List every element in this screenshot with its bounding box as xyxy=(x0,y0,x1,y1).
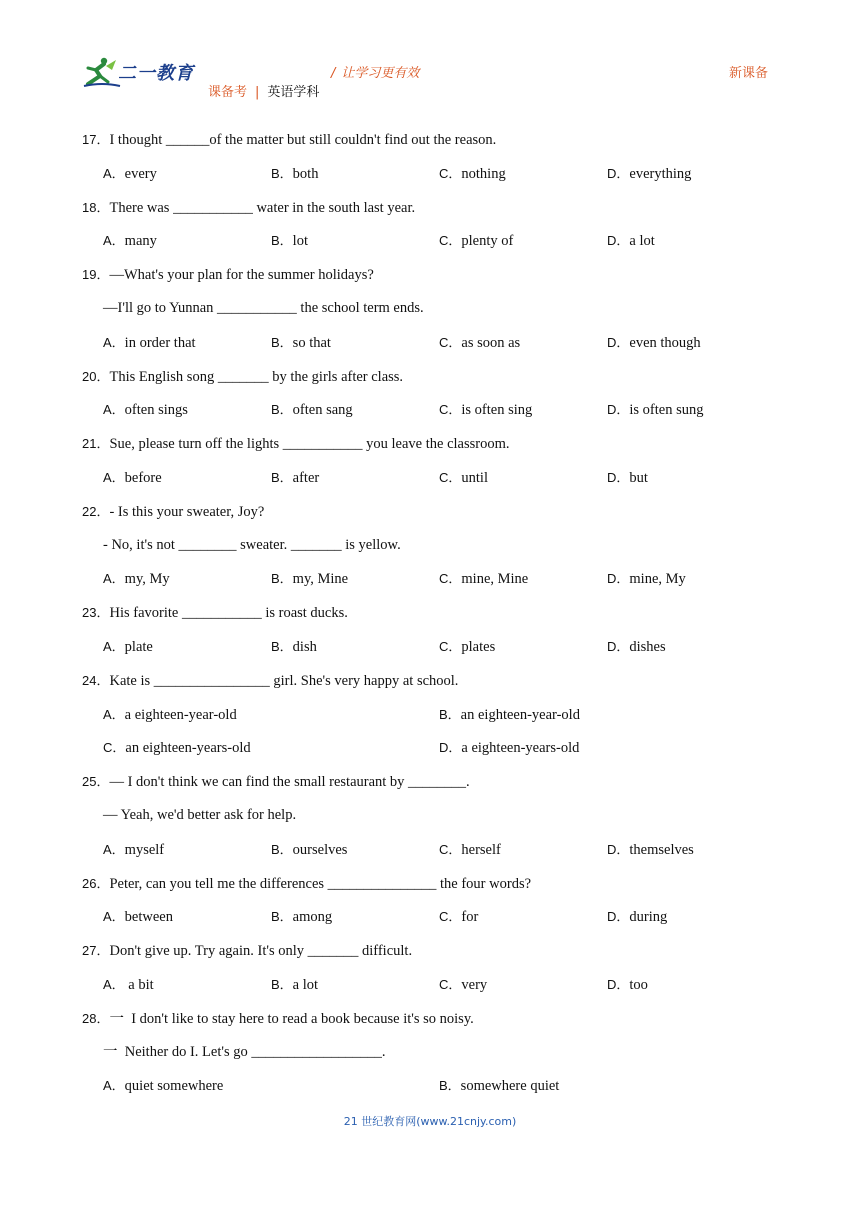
option-text: dish xyxy=(292,638,317,655)
question-number: 24． xyxy=(82,672,110,688)
option-letter: A． xyxy=(103,976,125,992)
options-row xyxy=(82,1069,782,1103)
options-row xyxy=(82,461,782,495)
option xyxy=(103,900,173,935)
subject-line xyxy=(208,81,319,100)
option xyxy=(439,698,580,733)
question-number: 28． xyxy=(82,1010,110,1026)
question-text: Kate is ________________ girl. She's very happy at school. xyxy=(109,672,459,689)
slogan xyxy=(331,62,419,81)
option xyxy=(103,698,237,733)
option-letter: C． xyxy=(439,469,462,485)
option-text: my, Mine xyxy=(292,571,349,588)
option xyxy=(439,461,488,496)
option-text: between xyxy=(124,909,173,926)
question-text: This English song _______ by the girls after class. xyxy=(109,368,404,385)
option-letter: D． xyxy=(607,841,630,857)
option-letter: D． xyxy=(607,165,630,181)
options-row xyxy=(82,562,782,596)
option xyxy=(271,630,317,665)
option-letter: B． xyxy=(271,638,293,654)
logo-text: 二一教育 xyxy=(118,63,194,84)
option-text: my, My xyxy=(124,571,170,588)
option-letter: B． xyxy=(271,976,293,992)
question-stem-continuation xyxy=(82,292,782,326)
question-text: - Is this your sweater, Joy? xyxy=(109,503,265,520)
option xyxy=(103,393,188,428)
question-number: 17． xyxy=(82,132,110,147)
option-letter: C． xyxy=(439,233,462,249)
option xyxy=(271,968,318,1003)
question-text: 一 I don't like to stay here to read a book because it's so noisy. xyxy=(109,1010,474,1027)
question-number: 23． xyxy=(82,605,110,621)
option xyxy=(607,326,701,361)
question-stem-continuation xyxy=(82,529,782,563)
option xyxy=(607,968,648,1003)
option-letter: B． xyxy=(271,402,293,418)
option-text: mine, Mine xyxy=(461,571,529,588)
options-row xyxy=(82,900,782,934)
option-letter: D． xyxy=(607,638,630,654)
question-stem xyxy=(82,1002,782,1036)
option xyxy=(271,562,348,597)
option-text: for xyxy=(461,909,479,926)
option-letter: A． xyxy=(103,706,125,722)
option xyxy=(103,326,196,361)
option xyxy=(271,833,347,868)
option-text: plenty of xyxy=(461,233,514,250)
options-row xyxy=(82,698,782,732)
options-row xyxy=(82,157,782,191)
slogan-text: 让学习更有效 xyxy=(341,66,420,81)
runner-logo-icon xyxy=(82,56,122,90)
option xyxy=(607,224,655,259)
option-text: among xyxy=(292,909,333,926)
option-text: nothing xyxy=(461,165,506,182)
option xyxy=(439,224,513,259)
option-letter: A． xyxy=(103,469,125,485)
option xyxy=(271,393,353,428)
option-letter: D． xyxy=(607,909,630,925)
option-text: ourselves xyxy=(292,841,348,858)
options-row xyxy=(82,393,782,427)
option-text: but xyxy=(629,469,648,486)
option-text: an eighteen-year-old xyxy=(460,706,580,723)
option-letter: D． xyxy=(607,334,630,350)
option xyxy=(607,393,704,428)
question-stem xyxy=(82,596,782,630)
option-text: often sings xyxy=(124,402,188,419)
option-text: mine, My xyxy=(629,571,686,588)
option-text: is often sing xyxy=(461,402,533,419)
logo xyxy=(82,56,194,90)
question-text: Sue, please turn off the lights ___________ you leave the classroom. xyxy=(109,436,510,453)
option-letter: D． xyxy=(607,469,630,485)
option-text: before xyxy=(124,469,162,486)
option-text: everything xyxy=(629,165,692,182)
option-letter: D． xyxy=(439,740,462,756)
option xyxy=(607,833,694,868)
header-separator: | xyxy=(255,85,260,100)
option-letter: B． xyxy=(271,909,293,925)
option-text: too xyxy=(629,976,648,993)
option xyxy=(439,562,528,597)
page-header xyxy=(0,0,860,110)
question-text: —What's your plan for the summer holidays? xyxy=(109,267,374,284)
question-stem xyxy=(82,765,782,799)
option-letter: A． xyxy=(103,638,125,654)
option-text: a lot xyxy=(629,233,655,250)
option xyxy=(103,224,157,259)
option xyxy=(103,157,157,192)
options-row xyxy=(82,833,782,867)
option-text: a bit xyxy=(124,976,154,993)
option xyxy=(439,630,495,665)
option-text: is often sung xyxy=(629,402,704,419)
question-stem xyxy=(82,258,782,292)
option-letter: D． xyxy=(607,233,630,249)
question-stem-continuation xyxy=(82,1036,782,1070)
option xyxy=(103,562,170,597)
option-letter: A． xyxy=(103,233,125,249)
question-stem xyxy=(82,427,782,461)
option xyxy=(271,224,308,259)
question-text: —I'll go to Yunnan ___________ the school term ends. xyxy=(103,299,424,316)
option xyxy=(439,393,532,428)
option-letter: C． xyxy=(439,334,462,350)
option-letter: C． xyxy=(103,740,126,756)
option-letter: B． xyxy=(271,334,293,350)
page-footer: 21 世纪教育网(www.21cnjy.com) xyxy=(343,1115,517,1128)
options-row xyxy=(82,224,782,258)
option-text: myself xyxy=(124,841,165,858)
option xyxy=(103,833,164,868)
option-text: a eighteen-year-old xyxy=(124,706,237,723)
option-letter: C． xyxy=(439,571,462,587)
option-text: after xyxy=(292,469,320,486)
question-text: There was ___________ water in the south last year. xyxy=(109,199,416,216)
option xyxy=(271,461,319,496)
option xyxy=(439,731,579,766)
option-letter: B． xyxy=(271,233,293,249)
options-row xyxy=(82,630,782,664)
option-letter: A． xyxy=(103,841,125,857)
option xyxy=(607,562,686,597)
option xyxy=(607,461,648,496)
question-text: — I don't think we can find the small restaurant by ________. xyxy=(109,774,470,791)
option-text: a eighteen-years-old xyxy=(461,740,580,757)
option-letter: D． xyxy=(607,571,630,587)
question-text: 一 Neither do I. Let's go __________________. xyxy=(103,1043,386,1060)
option-letter: B． xyxy=(271,841,293,857)
option-letter: A． xyxy=(103,165,125,181)
option xyxy=(103,630,153,665)
option-text: as soon as xyxy=(461,334,521,351)
question-stem xyxy=(82,664,782,698)
new-course-tag: 新课备 xyxy=(728,66,768,81)
option xyxy=(103,968,154,1003)
option-text: themselves xyxy=(629,841,694,858)
options-row xyxy=(82,326,782,360)
option-letter: C． xyxy=(439,841,462,857)
option-text: an eighteen-years-old xyxy=(125,740,251,757)
option-letter: B． xyxy=(271,571,293,587)
option-text: a lot xyxy=(292,976,319,993)
option-text: quiet somewhere xyxy=(124,1078,224,1095)
question-number: 19． xyxy=(82,267,110,283)
option xyxy=(103,461,162,496)
option-text: even though xyxy=(629,334,701,351)
question-number: 22． xyxy=(82,503,110,519)
option xyxy=(439,157,506,192)
question-text: I thought ______of the matter but still couldn't find out the reason. xyxy=(109,132,497,148)
option xyxy=(439,968,487,1003)
question-number: 25． xyxy=(82,774,110,790)
slogan-slash: / xyxy=(331,66,336,81)
option-letter: C． xyxy=(439,402,462,418)
option-text: herself xyxy=(461,841,501,858)
option-text: many xyxy=(124,233,157,250)
option-text: in order that xyxy=(124,334,196,351)
question-text: Don't give up. Try again. It's only _______ difficult. xyxy=(109,943,413,960)
option-text: plate xyxy=(124,638,153,655)
option-letter: A． xyxy=(103,909,125,925)
option-letter: A． xyxy=(103,402,125,418)
option xyxy=(103,1069,223,1104)
option-text: during xyxy=(629,909,668,926)
subject-label: 英语学科 xyxy=(267,85,320,100)
question-stem xyxy=(82,191,782,225)
option-letter: C． xyxy=(439,976,462,992)
option-text: plates xyxy=(461,638,496,655)
option-text: both xyxy=(292,165,319,182)
option xyxy=(607,630,666,665)
option xyxy=(607,157,691,192)
option-text: somewhere quiet xyxy=(460,1078,560,1095)
option xyxy=(271,157,318,192)
option xyxy=(439,1069,559,1104)
option-text: dishes xyxy=(629,638,666,655)
option-text: often sang xyxy=(292,402,353,419)
option-text: very xyxy=(461,976,488,993)
option-text: until xyxy=(461,469,488,486)
question-number: 26． xyxy=(82,875,110,891)
option-letter: B． xyxy=(439,1078,461,1094)
option-letter: A． xyxy=(103,1078,125,1094)
option xyxy=(271,900,332,935)
option-letter: B． xyxy=(271,165,293,181)
question-stem xyxy=(82,123,782,157)
question-stem xyxy=(82,360,782,394)
option-letter: D． xyxy=(607,976,630,992)
question-number: 20． xyxy=(82,368,110,384)
option-letter: A． xyxy=(103,334,125,350)
option-text: lot xyxy=(292,233,308,250)
question-list xyxy=(82,123,782,1103)
option xyxy=(439,326,520,361)
option xyxy=(439,900,478,935)
question-number: 21． xyxy=(82,436,110,452)
question-text: — Yeah, we'd better ask for help. xyxy=(103,806,297,823)
option-letter: C． xyxy=(439,638,462,654)
question-stem xyxy=(82,495,782,529)
option-letter: C． xyxy=(439,909,462,925)
options-row xyxy=(82,968,782,1002)
option xyxy=(271,326,331,361)
question-number: 18． xyxy=(82,199,110,215)
option-letter: C． xyxy=(439,165,462,181)
option-letter: B． xyxy=(271,469,293,485)
question-text: His favorite ___________ is roast ducks. xyxy=(109,605,348,622)
question-number: 27． xyxy=(82,943,110,959)
option-letter: D． xyxy=(607,402,630,418)
options-row xyxy=(82,731,782,765)
question-stem xyxy=(82,934,782,968)
option xyxy=(439,833,501,868)
option xyxy=(103,731,251,766)
kebeikao-label: 课备考 xyxy=(208,85,248,100)
question-text: - No, it's not ________ sweater. _______ is yellow. xyxy=(103,536,401,553)
question-stem xyxy=(82,867,782,901)
question-stem-continuation xyxy=(82,799,782,833)
option-text: so that xyxy=(292,334,331,351)
option-letter: B． xyxy=(439,706,461,722)
option-letter: A． xyxy=(103,571,125,587)
option xyxy=(607,900,667,935)
option-text: every xyxy=(124,165,157,182)
question-text: Peter, can you tell me the differences _______________ the four words? xyxy=(109,875,532,892)
